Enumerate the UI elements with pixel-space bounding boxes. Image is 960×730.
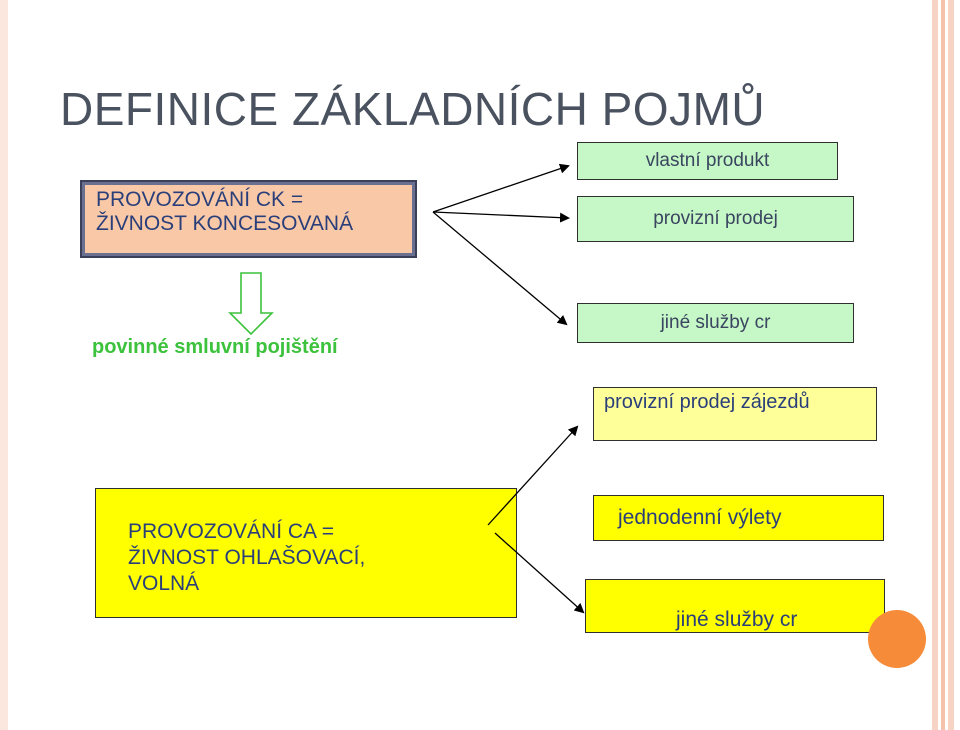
ck-item-commission-sale: provizní prodej xyxy=(577,196,854,242)
ca-item-tour-commission: provizní prodej zájezdů xyxy=(593,387,877,441)
ck-item-own-product: vlastní produkt xyxy=(577,142,838,180)
ca-line-2: ŽIVNOST OHLAŠOVACÍ, xyxy=(128,546,366,569)
down-arrow-icon xyxy=(230,273,272,334)
arrow-to-commission-sale xyxy=(433,212,568,218)
arrow-to-own-product xyxy=(433,166,568,212)
ca-line-3: VOLNÁ xyxy=(128,572,200,595)
arrow-to-ca-other-services xyxy=(495,533,583,612)
ca-item-other-services: jiné služby cr xyxy=(585,579,885,633)
ca-line-1: PROVOZOVÁNÍ CA = xyxy=(128,520,334,543)
ca-item-day-trips: jednodenní výlety xyxy=(593,495,884,541)
ck-line-1: PROVOZOVÁNÍ CK = xyxy=(96,188,304,211)
insurance-label: povinné smluvní pojištění xyxy=(92,336,338,358)
arrow-to-other-services xyxy=(433,212,566,324)
page-title: DEFINICE ZÁKLADNÍCH POJMŮ xyxy=(60,83,766,135)
ck-item-other-services: jiné služby cr xyxy=(577,303,854,343)
arrow-to-tour-commission xyxy=(488,427,577,525)
ck-line-2: ŽIVNOST KONCESOVANÁ xyxy=(96,212,354,235)
